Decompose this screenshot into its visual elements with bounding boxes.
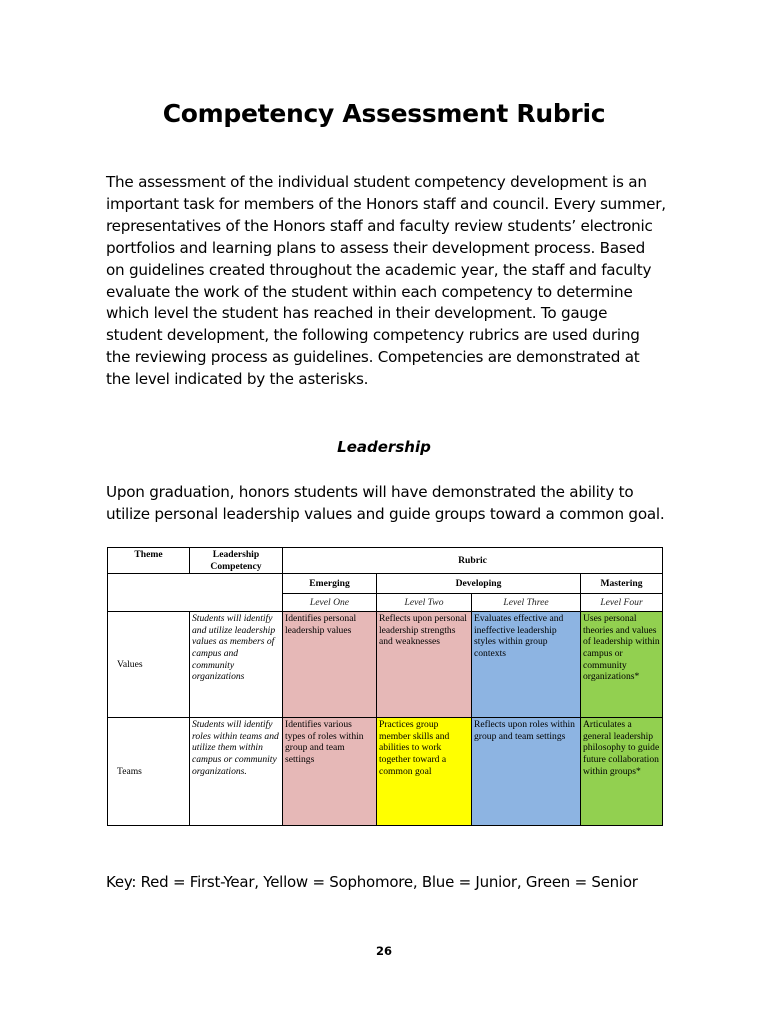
theme-header: Theme — [108, 548, 190, 574]
teams-level-four-cell: Articulates a general leadership philosophy to guide future collaboration within groups* — [581, 718, 663, 826]
stage-mastering: Mastering — [581, 574, 663, 594]
page-title: Competency Assessment Rubric — [162, 99, 606, 128]
intro-paragraph: The assessment of the individual student competency development is an important task for members of the Honors staff and council. Every summer, representatives of the Honors staff and faculty review students’ electronic portfolios and learning plans to assess their development process. Based on guidelines created throughout the academic year, the staff and faculty evaluate the work of the student within each competency to determine which level the student has reached in their development. To gauge student development, the following competency rubrics are used during the reviewing process as guidelines. Competencies are demonstrated at the level indicated by the asterisks. — [106, 173, 666, 389]
teams-theme: Teams — [108, 718, 190, 826]
values-level-one-cell: Identifies personal leadership values — [283, 612, 377, 718]
level-one: Level One — [283, 594, 377, 612]
teams-row — [108, 718, 663, 826]
level-three: Level Three — [472, 594, 581, 612]
values-level-four-cell: Uses personal theories and values of leadership within campus or community organizations* — [581, 612, 663, 718]
color-key: Key: Red = First-Year, Yellow = Sophomore, Blue = Junior, Green = Senior — [106, 873, 638, 891]
stage-developing: Developing — [377, 574, 581, 594]
level-two: Level Two — [377, 594, 472, 612]
outcome-paragraph: Upon graduation, honors students will have demonstrated the ability to utilize personal leadership values and guide groups toward a common goal. — [106, 483, 665, 523]
rubric-header-row — [108, 548, 663, 574]
teams-competency: Students will identify roles within teams and utilize them within campus or community organizations. — [190, 718, 283, 826]
section-heading: Leadership — [337, 438, 431, 456]
teams-level-one-cell: Identifies various types of roles within group and team settings — [283, 718, 377, 826]
stage-row — [108, 574, 663, 594]
values-theme: Values — [108, 612, 190, 718]
competency-header: Leadership Competency — [190, 548, 283, 574]
values-row — [108, 612, 663, 718]
level-four: Level Four — [581, 594, 663, 612]
rubric-table — [107, 547, 663, 826]
values-competency: Students will identify and utilize leadership values as members of campus and community organizations — [190, 612, 283, 718]
teams-level-three-cell: Reflects upon roles within group and team settings — [472, 718, 581, 826]
values-level-two-cell: Reflects upon personal leadership strengths and weaknesses — [377, 612, 472, 718]
stage-emerging: Emerging — [283, 574, 377, 594]
rubric-header: Rubric — [283, 548, 663, 574]
page-number: 26 — [375, 944, 392, 958]
stage-row-blank — [108, 574, 283, 612]
teams-level-two-cell: Practices group member skills and abilities to work together toward a common goal — [377, 718, 472, 826]
values-level-three-cell: Evaluates effective and ineffective leadership styles within group contexts — [472, 612, 581, 718]
